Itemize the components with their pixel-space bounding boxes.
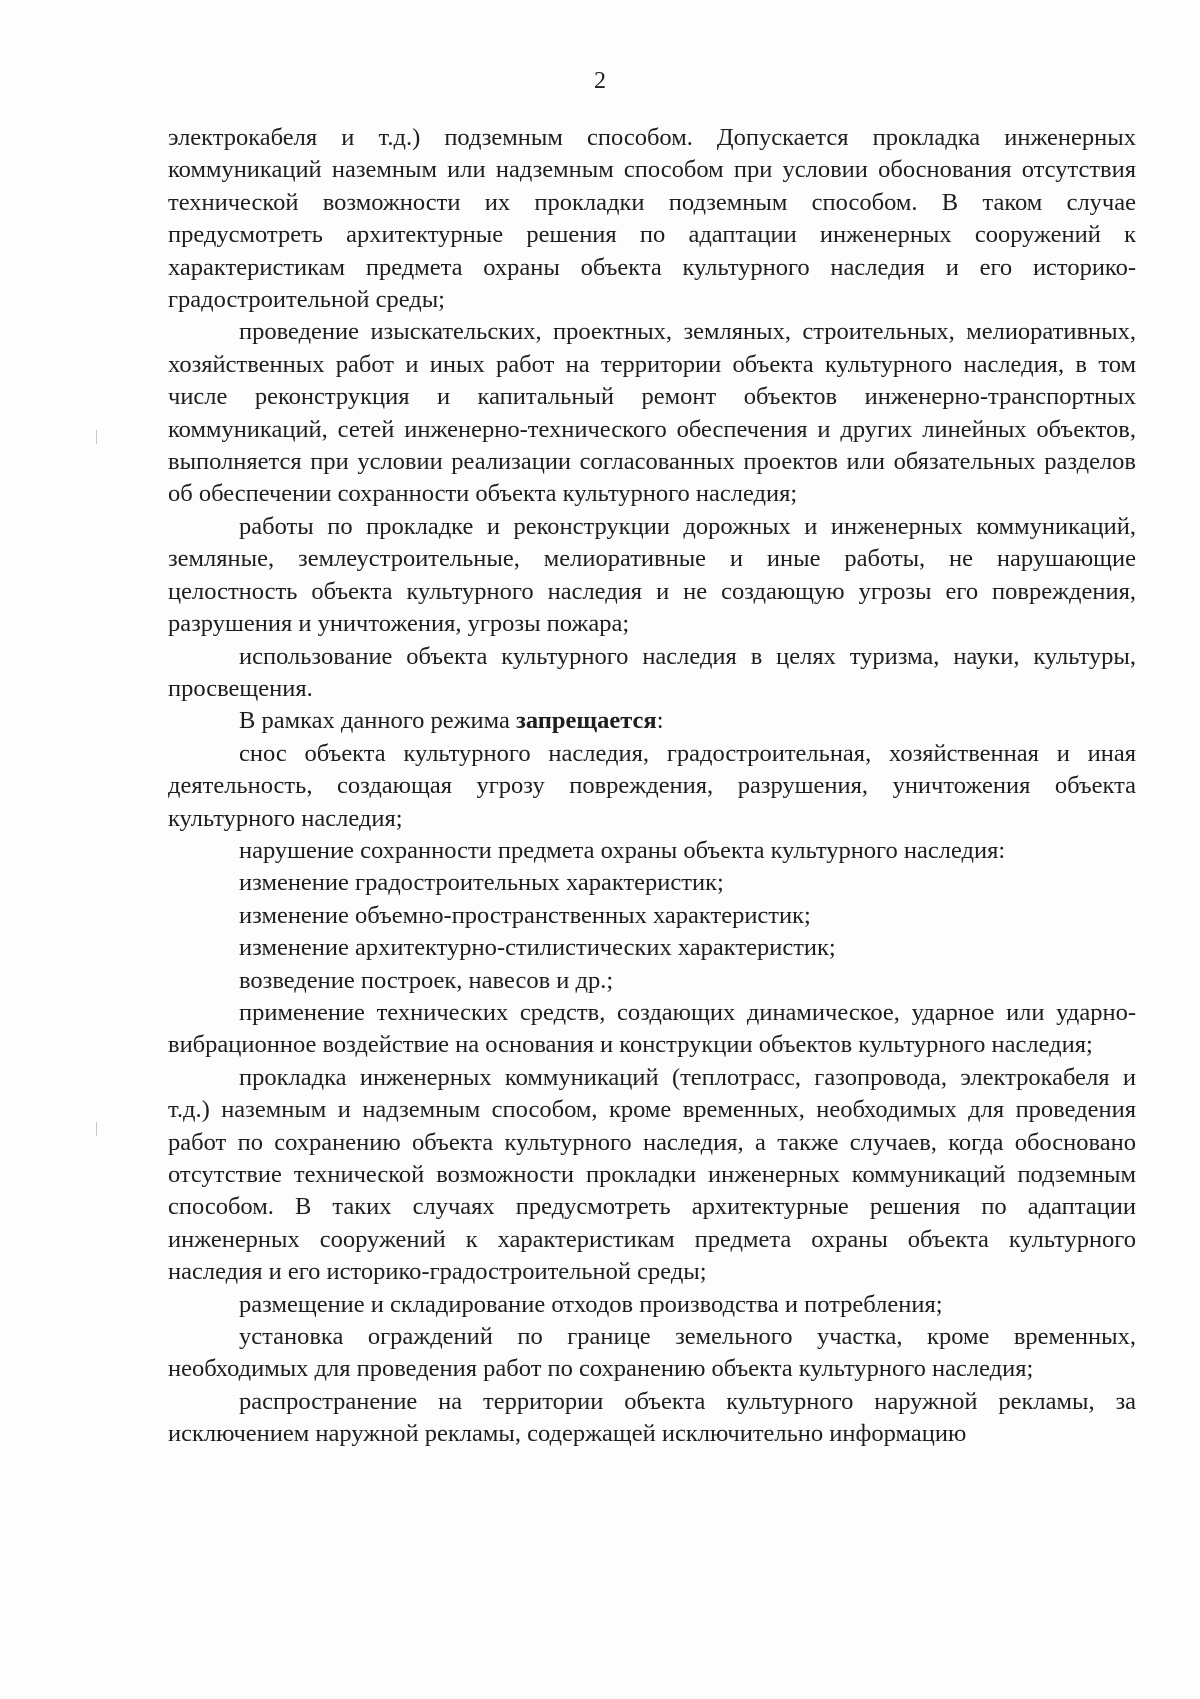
- regime-heading: [168, 705, 1136, 737]
- page-number: 2: [594, 68, 606, 94]
- regime-lead: В рамках данного режима: [239, 707, 517, 735]
- prohibited-item: изменение градостроительных характеристик;: [239, 869, 724, 897]
- scan-artifact: [96, 1122, 97, 1136]
- prohibited-item: прокладка инженерных коммуникаций (теплотрасс, газопровода, электрокабеля и т.д.) наземным и надземным способом, кроме временных, необходимых для проведения работ по сохранению объекта культурного наследия, а также случаев, когда обосновано отсутствие технической возможности прокладки инженерных коммуникаций подземным способом. В таких случаях предусмотреть архитектурные решения по адаптации инженерных сооружений к характеристикам предмета охраны объекта культурного наследия и его историко-градостроительной среды;: [168, 1063, 1136, 1286]
- document-body: [168, 122, 1136, 1451]
- regime-emphasis: запрещается: [516, 707, 657, 735]
- paragraph: использование объекта культурного наследия в целях туризма, науки, культуры, просвещения.: [168, 642, 1136, 702]
- paragraph: проведение изыскательских, проектных, земляных, строительных, мелиоративных, хозяйственных работ и иных работ на территории объекта культурного наследия, в том числе реконструкция и капитальный ремонт объектов инженерно-транспортных коммуникаций, сетей инженерно-технического обеспечения и других линейных объектов, выполняется при условии реализации согласованных проектов или обязательных разделов об обеспечении сохранности объекта культурного наследия;: [168, 318, 1136, 508]
- regime-tail: :: [656, 707, 664, 735]
- prohibited-item: установка ограждений по границе земельного участка, кроме временных, необходимых для проведения работ по сохранению объекта культурного наследия;: [168, 1323, 1136, 1383]
- prohibited-item: применение технических средств, создающих динамическое, ударное или ударно-вибрационное воздействие на основания и конструкции объектов культурного наследия;: [168, 998, 1136, 1059]
- prohibited-item: нарушение сохранности предмета охраны объекта культурного наследия:: [239, 836, 1006, 864]
- paragraph: электрокабеля и т.д.) подземным способом. Допускается прокладка инженерных коммуникаций наземным или надземным способом при условии обоснования отсутствия технической возможности их прокладки подземным способом. В таком случае предусмотреть архитектурные решения по адаптации инженерных сооружений к характеристикам предмета охраны объекта культурного наследия и его историко-градостроительной среды;: [168, 124, 1136, 314]
- prohibited-item: изменение архитектурно-стилистических характеристик;: [239, 934, 836, 962]
- prohibited-item: снос объекта культурного наследия, градостроительная, хозяйственная и иная деятельность, создающая угрозу повреждения, разрушения, уничтожения объекта культурного наследия;: [168, 739, 1136, 832]
- prohibited-item: возведение построек, навесов и др.;: [239, 966, 614, 994]
- prohibited-item: распространение на территории объекта культурного наружной рекламы, за исключением наружной рекламы, содержащей исключительно информацию: [168, 1387, 1136, 1448]
- prohibited-item: размещение и складирование отходов производства и потребления;: [239, 1290, 943, 1318]
- prohibited-item: изменение объемно-пространственных характеристик;: [239, 901, 811, 929]
- paragraph: работы по прокладке и реконструкции дорожных и инженерных коммуникаций, земляные, землеустроительные, мелиоративные и иные работы, не нарушающие целостность объекта культурного наследия и не создающую угрозы его повреждения, разрушения и уничтожения, угрозы пожара;: [168, 512, 1136, 638]
- scan-artifact: [96, 430, 97, 444]
